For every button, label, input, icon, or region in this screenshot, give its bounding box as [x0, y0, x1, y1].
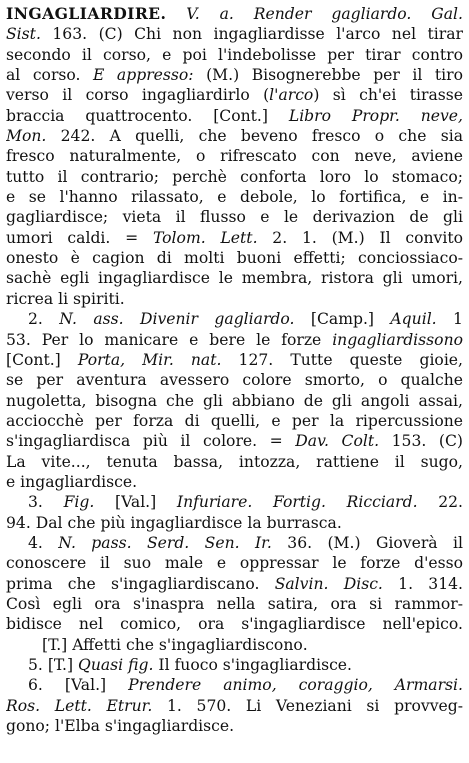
- text-line: [6, 289, 463, 309]
- text-segment: nugoletta, bisogna che gli abbiano de gli angoli assai,: [6, 391, 463, 410]
- text-segment: s'ingagliardisca più il colore. =: [6, 432, 296, 451]
- text-segment: fresco naturalmente, o rifrescato con neve, aviene: [6, 147, 463, 166]
- text-segment: prima che s'ingagliardiscano.: [6, 574, 275, 593]
- italic-text: Dav. Colt.: [295, 432, 380, 451]
- text-segment: umori caldi. =: [6, 228, 153, 247]
- text-segment: [T.] Affetti che s'ingagliardisconо.: [42, 635, 308, 654]
- text-segment: Il fuoco s'ingagliardisce.: [153, 656, 352, 674]
- italic-text: N. pass. Serd. Sen. Ir.: [58, 533, 272, 552]
- italic-text: E appresso:: [93, 66, 194, 85]
- text-segment: 5. [T.]: [28, 656, 79, 674]
- italic-text: Fig.: [63, 493, 95, 512]
- text-line: [6, 533, 463, 553]
- text-segment: acciocchè per forza di quelli, e per la ripercussione: [6, 411, 463, 430]
- dictionary-entry: [6, 4, 463, 736]
- text-line: [6, 635, 463, 655]
- text-line: [6, 350, 463, 370]
- text-segment: 94. Dal che più ingagliardisce la burrasca.: [6, 513, 342, 532]
- italic-text: Salvin. Disc.: [274, 574, 383, 593]
- italic-text: Libro Propr. neve,: [288, 106, 463, 125]
- text-segment: se per aventura avessero colore smorto, o qualche: [6, 371, 463, 390]
- text-segment: 153. (C): [379, 432, 463, 451]
- text-segment: [Camp.]: [294, 310, 391, 329]
- italic-text: ingagliardissono: [332, 330, 463, 349]
- italic-text: Porta, Mir. nat.: [77, 350, 222, 369]
- text-segment: Così egli ora s'inaspra nella satira, ora si rammor-: [6, 594, 463, 613]
- text-line: [6, 106, 463, 126]
- text-segment: ricrea li spiriti.: [6, 289, 125, 308]
- text-line: [6, 126, 463, 146]
- text-segment: 22.: [417, 493, 463, 512]
- italic-text: Quasi fig.: [78, 656, 154, 674]
- italic-text: Infuriare. Fortig. Ricciard.: [176, 493, 418, 512]
- text-segment: gono; l'Elba s'ingagliardisce.: [6, 717, 235, 736]
- text-line: [6, 146, 463, 166]
- italic-text: l'arco: [269, 86, 314, 105]
- text-segment: tutto il contrario; perchè conforta loro lo stomaco;: [6, 167, 463, 186]
- italic-text: Aquil.: [390, 310, 437, 329]
- text-line: [6, 716, 463, 736]
- text-segment: 2. 1. (M.) Il convito: [257, 228, 463, 247]
- italic-text: V. a. Render gagliardo. Gal.: [186, 5, 463, 23]
- text-line: [6, 391, 463, 411]
- italic-text: Tolom. Lett.: [152, 228, 258, 247]
- text-line: [6, 614, 463, 634]
- text-segment: braccia quattrocento. [Cont.]: [6, 106, 289, 125]
- text-line: [6, 65, 463, 85]
- text-segment: 127. Tutte queste gioie,: [221, 350, 463, 369]
- italic-text: Sist.: [6, 25, 41, 44]
- text-segment: 163. (C) Chi non ingagliardisse l'arco nel tirar: [40, 25, 463, 44]
- text-line: [6, 411, 463, 431]
- text-line: [6, 513, 463, 533]
- text-line: [6, 492, 463, 512]
- text-line: [6, 248, 463, 268]
- text-line: [6, 370, 463, 390]
- text-segment: e ingagliardisce.: [6, 472, 138, 491]
- text-segment: La vite..., tenuta bassa, intozza, rattiene il sugo,: [6, 452, 463, 471]
- text-line: [6, 594, 463, 614]
- text-line: [6, 167, 463, 187]
- text-line: [6, 24, 463, 44]
- text-segment: 1: [436, 310, 463, 329]
- text-segment: 3.: [28, 493, 64, 512]
- text-segment: al corso.: [6, 66, 94, 85]
- text-line: [6, 574, 463, 594]
- text-line: [6, 228, 463, 248]
- text-line: [6, 187, 463, 207]
- text-segment: 242. A quelli, che beveno fresco o che sia: [46, 127, 463, 146]
- text-segment: conoscere il suo male e oppressar le forze d'esso: [6, 554, 463, 573]
- text-segment: [166, 5, 186, 23]
- italic-text: Mon.: [6, 127, 47, 146]
- text-segment: [Cont.]: [6, 350, 78, 369]
- text-line: [6, 268, 463, 288]
- text-segment: 4.: [28, 533, 59, 552]
- text-line: [6, 675, 463, 695]
- text-segment: bidisce nel comico, ora s'ingagliardisce nell'epico.: [6, 615, 463, 634]
- text-line: [6, 85, 463, 105]
- text-segment: onesto è cagion di molti buoni effetti; conciossiaco-: [6, 249, 463, 268]
- text-segment: 6. [Val.]: [28, 676, 129, 695]
- text-line: [6, 45, 463, 65]
- text-segment: 1. 314.: [382, 574, 463, 593]
- text-segment: 53. Per lo manicare e bere le forze: [6, 330, 333, 349]
- text-segment: secondo il corso, e poi l'indebolisse per tirar contro: [6, 45, 463, 64]
- text-segment: (M.) Bisognerebbe per il tiro: [193, 66, 463, 85]
- italic-text: Prendere animo, coraggio, Armarsi.: [128, 676, 463, 695]
- text-segment: 36. (M.) Gioverà il: [271, 533, 463, 552]
- italic-text: N. ass. Divenir gagliardo.: [59, 310, 295, 329]
- text-line: [6, 309, 463, 329]
- text-segment: 1. 570. Li Veneziani si provveg-: [152, 696, 463, 715]
- text-line: [6, 431, 463, 451]
- text-segment: ) sì ch'ei tirasse: [313, 86, 463, 105]
- text-segment: verso il corso ingagliardirlo (: [6, 86, 270, 105]
- headword: INGAGLIARDIRE.: [6, 4, 167, 23]
- text-line: [6, 4, 463, 24]
- text-line: [6, 553, 463, 573]
- text-segment: 2.: [28, 310, 60, 329]
- text-line: [6, 207, 463, 227]
- text-segment: [Val.]: [94, 493, 177, 512]
- text-line: [6, 330, 463, 350]
- text-segment: sachè egli ingagliardisce le membra, ristora gli umori,: [6, 269, 463, 288]
- text-segment: gagliardisce; vieta il flusso e le derivazion de gli: [6, 208, 463, 227]
- text-line: [6, 472, 463, 492]
- text-line: [6, 452, 463, 472]
- text-line: [6, 655, 463, 675]
- italic-text: Ros. Lett. Etrur.: [6, 696, 153, 715]
- text-line: [6, 696, 463, 716]
- text-segment: e se l'hanno rilassato, e debole, lo fortifica, e in-: [6, 188, 463, 207]
